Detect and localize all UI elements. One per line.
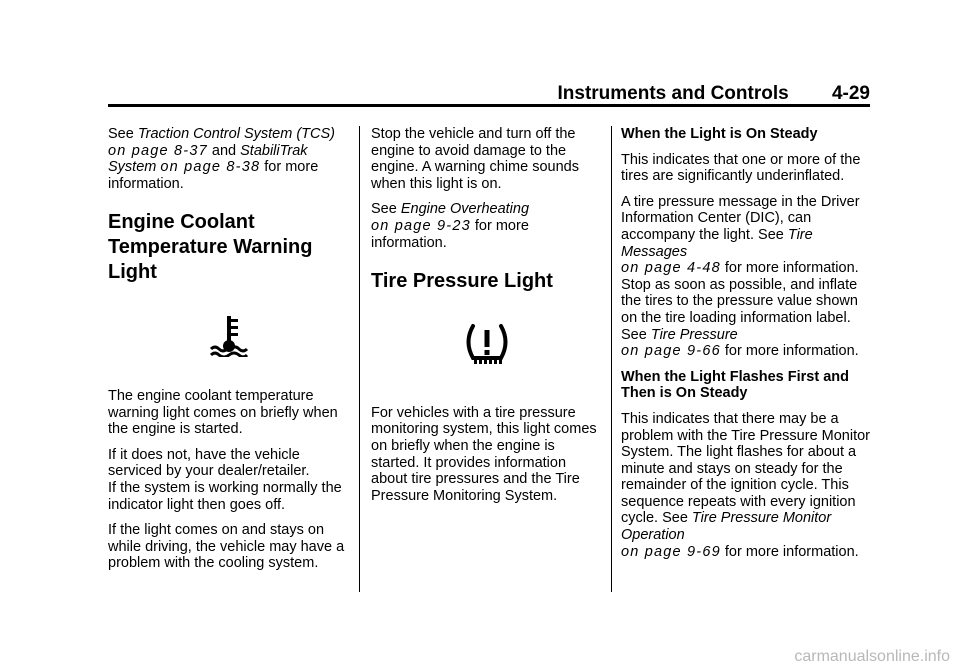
watermark: carmanualsonline.info <box>794 648 950 665</box>
overheating-paragraph: See Engine Overheating on page 9-23 for more information. <box>371 201 530 251</box>
intro-paragraph: See Traction Control System (TCS) on page 8-37 and StabiliTrak System on page 8-38 for more information. <box>108 126 335 192</box>
flash-light-paragraph: This indicates that there may be a problem with the Tire Pressure Monitor System. The light flashes for about a minute and stays on steady for the remainder of the ignition cycle. This sequence repeats with every ignition cycle. See Tire Pressure Monitor Operation on page 9-69 for more information. <box>621 410 871 560</box>
overheating-link[interactable]: Engine Overheating <box>400 201 530 218</box>
column-divider-2 <box>611 126 612 592</box>
column-1 <box>108 126 350 581</box>
tire-messages-link[interactable]: Tire Messages <box>621 226 813 260</box>
tire-pressure-page-ref[interactable]: on page 9-66 <box>621 343 721 360</box>
stop-paragraph: Stop the vehicle and turn off the engine to avoid damage to the engine. A warning chime sounds when this light is on. <box>371 126 579 192</box>
tcs-page-ref[interactable]: on page 8-37 <box>108 142 208 159</box>
tire-pressure-link[interactable]: Tire Pressure <box>650 326 738 343</box>
column-2 <box>371 126 603 513</box>
page-number: 4-29 <box>831 83 870 104</box>
coolant-paragraph-2: If it does not, have the vehicle serviced by your dealer/retailer. If the system is working normally the indicator light then goes off. <box>108 446 342 513</box>
column-divider-1 <box>359 126 360 592</box>
coolant-temperature-icon <box>108 315 350 362</box>
tire-messages-page-ref[interactable]: on page 4-48 <box>621 260 721 277</box>
stabilitrak-link[interactable]: StabiliTrak System <box>108 142 308 176</box>
tpms-operation-link[interactable]: Tire Pressure Monitor Operation <box>621 510 832 544</box>
coolant-paragraph-3: If the light comes on and stays on while driving, the vehicle may have a problem with the cooling system. <box>108 522 345 572</box>
tpms-operation-page-ref[interactable]: on page 9-69 <box>621 543 721 560</box>
overheating-page-ref[interactable]: on page 9-23 <box>371 217 471 234</box>
tire-message-paragraph: A tire pressure message in the Driver Information Center (DIC), can accompany the light. See Tire Messages on page 4-48 for more information. Stop as soon as possible, and inflate the tires to the pressure value shown on the tire loading information label. See Tire Pressure on page 9-66 for more information. <box>621 193 860 360</box>
column-3 <box>621 126 873 569</box>
section-title: Instruments and Controls <box>557 83 789 104</box>
coolant-heading: Engine Coolant Temperature Warning Light <box>108 211 313 284</box>
page-header <box>558 83 871 105</box>
tire-pressure-heading: Tire Pressure Light <box>371 270 553 293</box>
flash-light-heading: When the Light Flashes First and Then is On Steady <box>621 368 849 402</box>
header-rule <box>108 104 870 107</box>
steady-light-paragraph: This indicates that one or more of the tires are significantly underinflated. <box>621 151 861 185</box>
stabilitrak-page-ref[interactable]: on page 8-38 <box>160 159 261 176</box>
tire-pressure-icon <box>371 322 603 371</box>
tcs-link[interactable]: Traction Control System (TCS) <box>137 126 335 142</box>
tire-pressure-paragraph: For vehicles with a tire pressure monitoring system, this light comes on briefly when the engine is started. It provides information about tire pressures and the Tire Pressure Monitoring System. <box>371 404 597 504</box>
steady-light-heading: When the Light is On Steady <box>621 126 818 142</box>
coolant-paragraph-1: The engine coolant temperature warning light comes on briefly when the engine is started. <box>108 387 338 438</box>
